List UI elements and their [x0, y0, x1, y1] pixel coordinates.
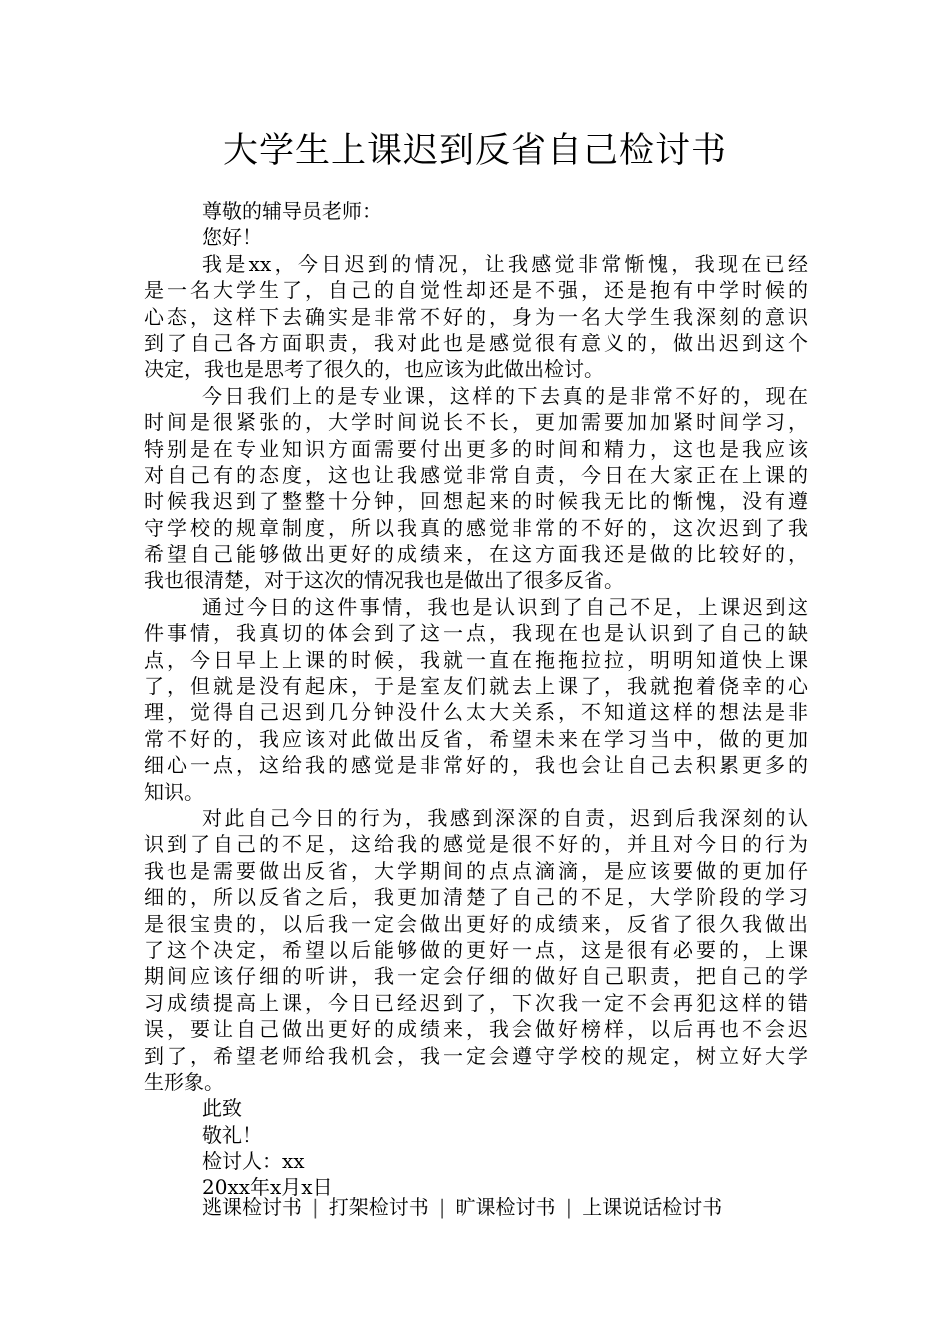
paragraph-line: 对此自己今日的行为，我感到深深的自责，迟到后我深刻的认 — [202, 805, 808, 830]
document-body — [144, 198, 808, 1201]
paragraph-line: 理，觉得自己迟到几分钟没什么太大关系，不知道这样的想法是非 — [144, 700, 808, 725]
paragraph-line: 是很宝贵的，以后我一定会做出更好的成绩来，反省了很久我做出 — [144, 911, 808, 936]
paragraph-line: 细的，所以反省之后，我更加清楚了自己的不足，大学阶段的学习 — [144, 885, 808, 910]
paragraph-line: 知识。 — [144, 779, 204, 804]
closing-block — [144, 1095, 808, 1201]
date-line: 20xx年x月x日 — [202, 1175, 333, 1200]
paragraph-line: 决定，我也是思考了很久的，也应该为此做出检讨。 — [144, 357, 604, 382]
link-separator: | — [312, 1195, 319, 1219]
paragraph-line: 守学校的规章制度，所以我真的感觉非常的不好的，这次迟到了我 — [144, 515, 808, 540]
paragraph-line: 件事情，我真切的体会到了这一点，我现在也是认识到了自己的缺 — [144, 621, 808, 646]
paragraph — [144, 594, 808, 805]
paragraph-line: 了，但就是没有起床，于是室友们就去上课了，我就抱着侥幸的心 — [144, 674, 808, 699]
paragraph-line: 我是xx，今日迟到的情况，让我感觉非常惭愧，我现在已经 — [202, 251, 808, 276]
related-link[interactable]: 打架检讨书 — [328, 1195, 429, 1219]
paragraph-line: 对自己有的态度，这也让我感觉非常自责，今日在大家正在上课的 — [144, 462, 808, 487]
paragraph-line: 习成绩提高上课，今日已经迟到了，下次我一定不会再犯这样的错 — [144, 990, 808, 1015]
paragraph-line: 我也很清楚，对于这次的情况我也是做出了很多反省。 — [144, 568, 624, 593]
paragraph-line: 通过今日的这件事情，我也是认识到了自己不足，上课迟到这 — [202, 594, 808, 619]
paragraph-line: 是一名大学生了，自己的自觉性却还是不强，还是抱有中学时候的 — [144, 278, 808, 303]
paragraph-line: 到了，希望老师给我机会，我一定会遵守学校的规定，树立好大学 — [144, 1043, 808, 1068]
regards-line: 敬礼！ — [202, 1122, 262, 1147]
link-separator: | — [565, 1195, 573, 1219]
paragraphs — [144, 251, 808, 1096]
related-link[interactable]: 逃课检讨书 — [202, 1195, 302, 1219]
paragraph-line: 我也是需要做出反省，大学期间的点点滴滴，是应该要做的更加仔 — [144, 858, 808, 883]
paragraph-line: 希望自己能够做出更好的成绩来，在这方面我还是做的比较好的， — [144, 542, 808, 567]
paragraph-line: 常不好的，我应该对此做出反省，希望未来在学习当中，做的更加 — [144, 726, 808, 751]
paragraph-line: 识到了自己的不足，这给我的感觉是很不好的，并且对今日的行为 — [144, 832, 808, 857]
paragraph-line: 今日我们上的是专业课，这样的下去真的是非常不好的，现在 — [202, 383, 808, 408]
paragraph-line: 特别是在专业知识方面需要付出更多的时间和精力，这也是我应该 — [144, 436, 808, 461]
related-link[interactable]: 旷课检讨书 — [455, 1195, 556, 1219]
document-title: 大学生上课迟到反省自己检讨书 — [222, 131, 727, 171]
paragraph-line: 心态，这样下去确实是非常不好的，身为一名大学生我深刻的意识 — [144, 304, 808, 329]
signer-line: 检讨人：xx — [202, 1149, 305, 1174]
paragraph — [144, 383, 808, 594]
closing-phrase: 此致 — [202, 1096, 242, 1121]
paragraph-line: 了这个决定，希望以后能够做的更好一点，这是很有必要的，上课 — [144, 937, 808, 962]
paragraph-line: 时间是很紧张的，大学时间说长不长，更加需要加加紧时间学习， — [144, 410, 808, 435]
paragraph-line: 细心一点，这给我的感觉是非常好的，我也会让自己去积累更多的 — [144, 753, 808, 778]
greeting: 您好！ — [202, 225, 262, 250]
salutation: 尊敬的辅导员老师： — [202, 199, 382, 223]
paragraph-line: 点，今日早上上课的时候，我就一直在拖拖拉拉，明明知道快上课 — [144, 647, 808, 672]
link-separator: | — [438, 1195, 446, 1219]
paragraph-line: 时候我迟到了整整十分钟，回想起来的时候我无比的惭愧，没有遵 — [144, 489, 808, 514]
paragraph — [144, 805, 808, 1095]
paragraph-line: 到了自己各方面职责，我对此也是感觉很有意义的，做出迟到这个 — [144, 330, 808, 355]
related-links — [202, 1193, 722, 1221]
paragraph-line: 生形象。 — [144, 1069, 224, 1094]
related-link[interactable]: 上课说话检讨书 — [582, 1195, 723, 1219]
paragraph-line: 误，要让自己做出更好的成绩来，我会做好榜样，以后再也不会迟 — [144, 1017, 808, 1042]
paragraph — [144, 251, 808, 383]
paragraph-line: 期间应该仔细的听讲，我一定会仔细的做好自己职责，把自己的学 — [144, 964, 808, 989]
